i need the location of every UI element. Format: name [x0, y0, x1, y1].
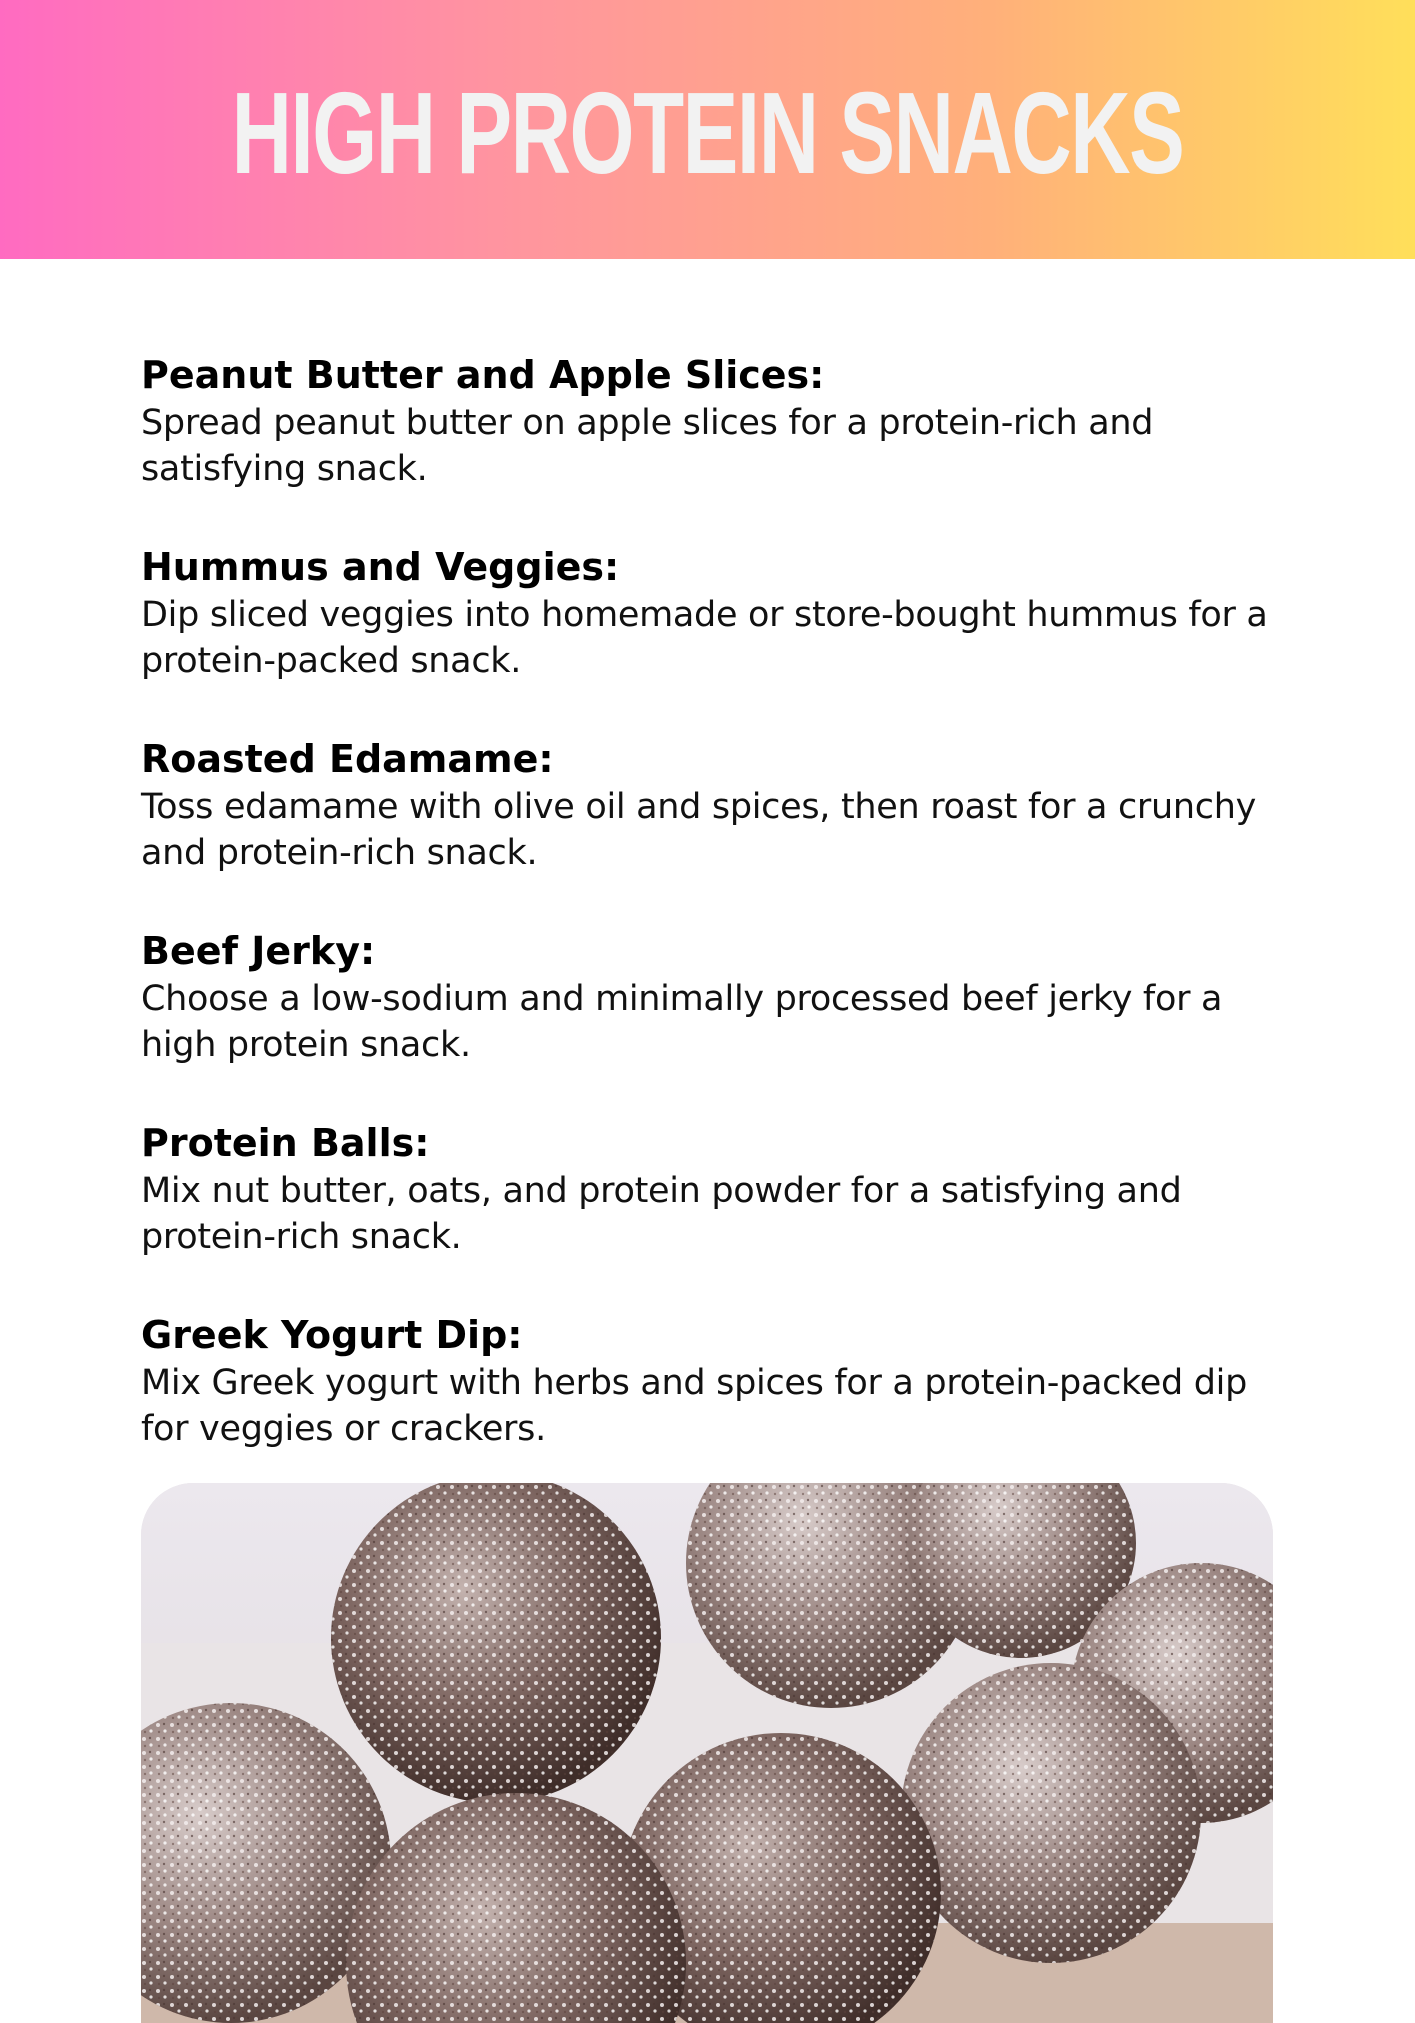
header-banner: [0, 0, 1415, 259]
snack-description: Spread peanut butter on apple slices for a protein-rich and satisfying snack.: [141, 403, 1154, 489]
list-item: [141, 350, 1281, 492]
list-item: [141, 542, 1281, 684]
page-title: HIGH PROTEIN SNACKS: [231, 68, 1184, 198]
snack-description: Choose a low-sodium and minimally processed beef jerky for a high protein snack.: [141, 979, 1223, 1065]
snack-description: Toss edamame with olive oil and spices, then roast for a crunchy and protein-rich snack.: [141, 787, 1257, 873]
snack-list: [141, 350, 1281, 1502]
snack-title: Hummus and Veggies:: [141, 545, 620, 589]
list-item: [141, 1118, 1281, 1260]
snack-description: Mix Greek yogurt with herbs and spices for a protein-packed dip for veggies or crackers.: [141, 1363, 1248, 1449]
list-item: [141, 1310, 1281, 1452]
protein-balls-illustration: [141, 1483, 1273, 2023]
snack-title: Peanut Butter and Apple Slices:: [141, 353, 825, 397]
snack-title: Roasted Edamame:: [141, 737, 554, 781]
list-item: [141, 734, 1281, 876]
list-item: [141, 926, 1281, 1068]
snack-title: Beef Jerky:: [141, 929, 376, 973]
protein-balls-photo: [141, 1483, 1273, 2023]
snack-title: Protein Balls:: [141, 1121, 430, 1165]
snack-description: Mix nut butter, oats, and protein powder for a satisfying and protein-rich snack.: [141, 1171, 1182, 1257]
snack-description: Dip sliced veggies into homemade or store-bought hummus for a protein-packed snack.: [141, 595, 1268, 681]
snack-title: Greek Yogurt Dip:: [141, 1313, 523, 1357]
